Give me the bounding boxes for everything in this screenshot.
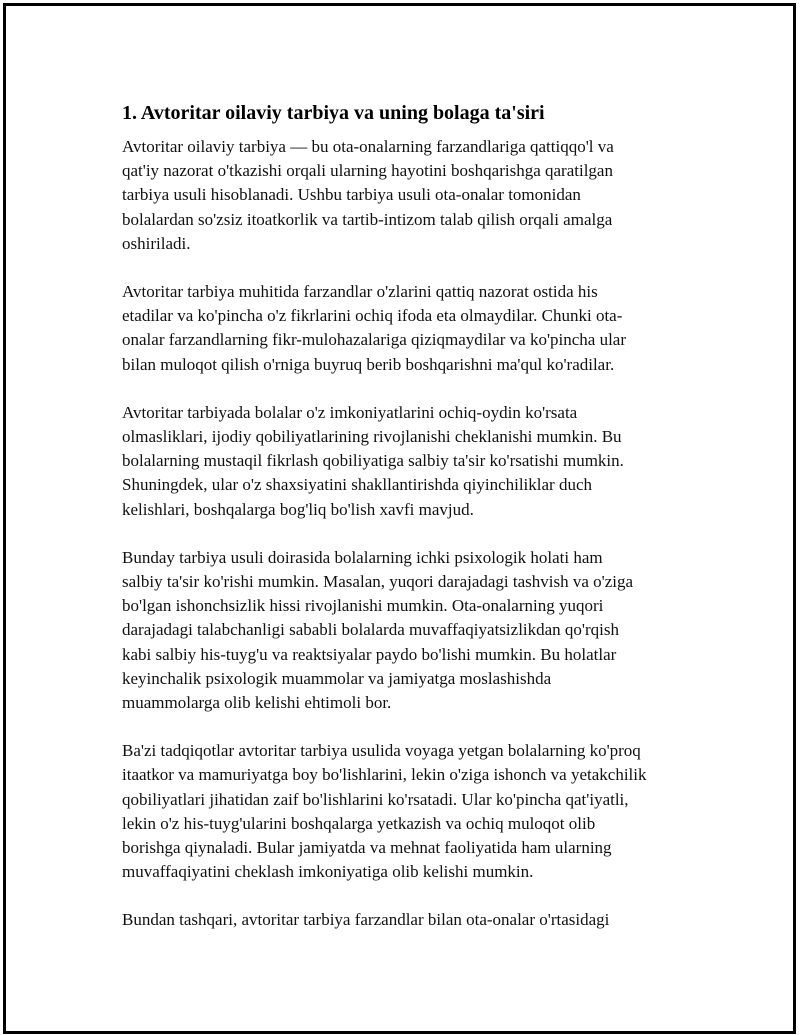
document-body [122, 99, 700, 957]
text-line: bolalardan so'zsiz itoatkorlik va tartib-intizom talab qilish orqali amalga [122, 209, 613, 229]
text-line: tarbiya usuli hisoblanadi. Ushbu tarbiya usuli ota-onalar tomonidan [122, 185, 581, 205]
text-line: onalar farzandlarning fikr-mulohazalariga qiziqmaydilar va ko'pincha ular [122, 330, 626, 350]
text-line: muammolarga olib kelishi ehtimoli bor. [122, 693, 392, 713]
text-line: darajadagi talabchanligi sababli bolalarda muvaffaqiyatsizlikdan qo'rqish [122, 620, 619, 640]
paragraph [122, 401, 700, 522]
text-line: keyinchalik psixologik muammolar va jamiyatga moslashishda [122, 668, 552, 688]
text-line: Avtoritar tarbiyada bolalar o'z imkoniyatlarini ochiq-oydin ko'rsata [122, 402, 578, 422]
page-frame [3, 3, 796, 1034]
text-line: muvaffaqiyatini cheklash imkoniyatiga olib kelishi mumkin. [122, 862, 534, 882]
text-line: lekin o'z his-tuyg'ularini boshqalarga yetkazish va ochiq muloqot olib [122, 813, 596, 833]
text-line: olmasliklari, ijodiy qobiliyatlarining rivojlanishi cheklanishi mumkin. Bu [122, 427, 622, 447]
paragraph [122, 739, 700, 884]
text-line: kelishlari, boshqalarga bog'liq bo'lish xavfi mavjud. [122, 499, 474, 519]
text-line: bilan muloqot qilish o'rniga buyruq berib boshqarishni ma'qul ko'radilar. [122, 354, 615, 374]
text-line: Bundan tashqari, avtoritar tarbiya farzandlar bilan ota-onalar o'rtasidagi [122, 910, 610, 930]
paragraph [122, 546, 700, 715]
section-heading: 1. Avtoritar oilaviy tarbiya va uning bolaga ta'siri [122, 102, 545, 124]
text-line: Avtoritar tarbiya muhitida farzandlar o'zlarini qattiq nazorat ostida his [122, 282, 598, 302]
text-line: Shuningdek, ular o'z shaxsiyatini shakllantirishda qiyinchiliklar duch [122, 475, 593, 495]
text-line: qat'iy nazorat o'tkazishi orqali ularning hayotini boshqarishga qaratilgan [122, 161, 613, 181]
text-line: bolalarning mustaqil fikrlash qobiliyatiga salbiy ta'sir ko'rsatishi mumkin. [122, 451, 624, 471]
text-line: Avtoritar oilaviy tarbiya — bu ota-onalarning farzandlariga qattiqqo'l va [122, 137, 614, 156]
text-line: etadilar va ko'pincha o'z fikrlarini ochiq ifoda eta olmaydilar. Chunki ota- [122, 306, 623, 326]
text-line: Ba'zi tadqiqotlar avtoritar tarbiya usulida voyaga yetgan bolalarning ko'proq [122, 741, 641, 761]
paragraph [122, 135, 700, 256]
text-line: oshiriladi. [122, 233, 191, 253]
text-line: borishga qiynaladi. Bular jamiyatda va mehnat faoliyatida ham ularning [122, 838, 612, 858]
text-line: bo'lgan ishonchsizlik hissi rivojlanishi mumkin. Ota-onalarning yuqori [122, 596, 604, 616]
text-line: Bunday tarbiya usuli doirasida bolalarning ichki psixologik holati ham [122, 547, 603, 567]
paragraph [122, 908, 700, 932]
text-line: qobiliyatlari jihatidan zaif bo'lishlarini ko'rsatadi. Ular ko'pincha qat'iyatli, [122, 789, 629, 809]
text-line: salbiy ta'sir ko'rishi mumkin. Masalan, yuqori darajadagi tashvish va o'ziga [122, 572, 634, 592]
text-line: kabi salbiy his-tuyg'u va reaktsiyalar paydo bo'lishi mumkin. Bu holatlar [122, 644, 617, 664]
paragraph [122, 280, 700, 377]
text-line: itaatkor va mamuriyatga boy bo'lishlarini, lekin o'ziga ishonch va yetakchilik [122, 765, 647, 785]
